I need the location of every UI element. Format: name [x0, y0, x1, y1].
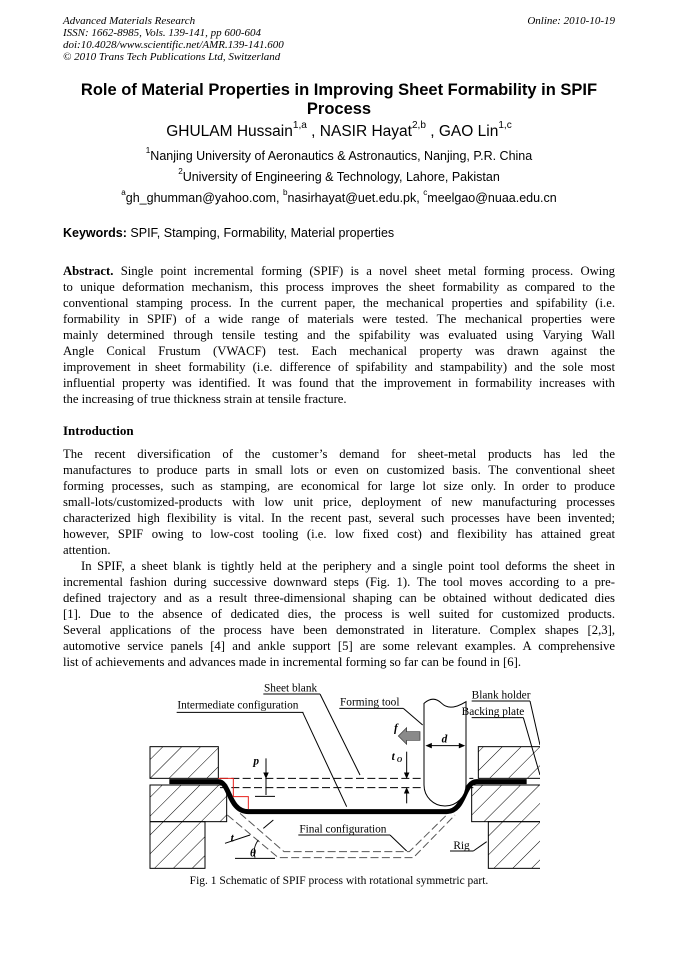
label-initial-thickness: [392, 751, 403, 764]
label-rig: Rig: [453, 840, 470, 852]
online-date: Online: 2010-10-19: [527, 15, 615, 27]
title-line-1: Role of Material Properties in Improving Sheet Formability in SPIF: [80, 81, 598, 99]
label-tool-diameter: d: [441, 733, 448, 746]
email-sup: b: [283, 188, 288, 197]
copyright: © 2010 Trans Tech Publications Ltd, Switzerland: [63, 51, 281, 63]
t0-main: t: [391, 751, 395, 763]
keywords-text: SPIF, Stamping, Formability, Material properties: [130, 226, 395, 240]
abstract-label: Abstract.: [63, 264, 114, 278]
text-line: list of achievements and advances made in incremental forming so far can be found in [6].: [63, 655, 521, 669]
section-heading: Introduction: [63, 423, 134, 438]
abstract-line: conventional stamping process. In the current paper, the mechanical properties and spifability (i.e.: [63, 296, 615, 310]
author-sup: 2,b: [411, 120, 426, 131]
label-feed: f: [394, 722, 398, 735]
label-wall-angle: θ: [250, 847, 256, 860]
abstract-line: influential property was identified. It was found that the improvement in formability increases with: [63, 376, 615, 390]
right-rig: [488, 822, 540, 869]
abstract-line: Angle Conical Frustum (VWACF) test. Each mechanical property was drawn against the: [63, 344, 615, 358]
doi: doi:10.4028/www.scientific.net/AMR.139-141.600: [63, 39, 284, 51]
abstract-line: formability in SPIF) of a wide range of materials were tested. The mechanical properties were: [63, 312, 615, 326]
aff-sup: 1: [145, 146, 151, 155]
label-final-configuration: Final configuration: [299, 823, 387, 836]
aff-text: University of Engineering & Technology, Lahore, Pakistan: [182, 170, 500, 184]
label-thickness: t: [230, 832, 234, 845]
left-rig: [150, 822, 205, 869]
journal-header: [63, 15, 284, 63]
email-sup: a: [121, 188, 126, 197]
abstract-line: [63, 263, 615, 279]
text-line: manufactures to produce parts in small lots or even on customized basis. The conventional sheet: [63, 463, 615, 477]
author: NASIR Hayat: [319, 123, 412, 140]
text-line: small-lots/customized-products with low unit price, deployment of new manufacturing processes: [63, 495, 615, 509]
label-forming-tool: Forming tool: [340, 696, 400, 709]
text-line: Several applications of the process have been demonstrated in literature. Complex shapes [2,3],: [63, 623, 615, 637]
keywords-label: Keywords:: [63, 226, 127, 240]
affiliation: [0, 167, 678, 184]
abstract: [63, 263, 615, 407]
text-line: however, SPIF owing to low-cost tooling (i.e. low fixed cost) and flexibility has attained great: [63, 527, 615, 541]
spif-schematic-figure: [140, 675, 540, 895]
author-sup: 1,a: [292, 120, 307, 131]
right-blank-holder: [478, 747, 540, 779]
email[interactable]: meelgao@nuaa.edu.cn: [427, 191, 557, 205]
affiliation: [0, 146, 678, 163]
author: GAO Lin: [438, 123, 499, 140]
keywords: [63, 226, 394, 240]
aff-sup: 2: [178, 167, 183, 176]
paper-title: [0, 81, 678, 119]
text-line: [1]. Due to the absence of dedicated dies, the process is well suited for customized products.: [63, 607, 615, 621]
text-line: characterized high flexibility is vital. In the recent past, several such processes have been invented;: [63, 511, 615, 525]
intro-paragraph-1: [63, 446, 615, 670]
label-step-depth: p: [253, 755, 260, 768]
figure-caption: Fig. 1 Schematic of SPIF process with rotational symmetric part.: [189, 875, 489, 887]
label-backing-plate: Backing plate: [461, 706, 525, 718]
journal-name: Advanced Materials Research: [63, 15, 196, 27]
abstract-line: the increasing of true thickness strain at tensile fracture.: [63, 392, 347, 406]
label-sheet-blank: Sheet blank: [264, 682, 318, 695]
abstract-line: improvement in sheet formability (i.e. difference of spifability and stampability) and the sole most: [63, 360, 615, 374]
aff-text: Nanjing University of Aeronautics & Astronautics, Nanjing, P.R. China: [150, 149, 533, 163]
left-backing-plate: [150, 785, 227, 822]
text-line: defined trajectory and as a result three-dimensional shaping can be obtained without dedicated dies: [63, 591, 615, 605]
label-intermediate-configuration: Intermediate configuration: [177, 699, 299, 712]
abstract-line: mainly determined through tensile testing and the spifability was evaluated using Varying Wall: [63, 328, 615, 342]
title-line-2: Process: [306, 100, 372, 118]
forming-tool: [424, 699, 466, 806]
author: GHULAM Hussain: [166, 123, 293, 140]
email-sup: c: [423, 188, 428, 197]
author-list: GHULAM Hussain$^{1,a}$ , NASIR Hayat$^{2,b}$ , GAO Lin$^{1,c}$: [166, 120, 512, 140]
line-text: Single point incremental forming (SPIF) is a novel sheet metal forming process. Owing: [120, 264, 616, 278]
issn: ISSN: 1662-8985, Vols. 139-141, pp 600-604: [63, 27, 261, 39]
text-line: In SPIF, a sheet blank is tightly held at the periphery and a single point tool deforms the sheet in: [81, 559, 615, 573]
right-backing-plate: [472, 785, 540, 822]
text-line: forming processes, such as stamping, are economical for large lot size only. In order to produce: [63, 479, 615, 493]
emails: [0, 188, 678, 205]
feed-arrow-icon: [398, 728, 420, 745]
abstract-line: to unique deformation mechanism, this process improves the sheet formability as compared to the: [63, 280, 615, 294]
t0-subscript: O: [396, 755, 403, 764]
label-blank-holder: Blank holder: [471, 689, 531, 702]
email[interactable]: nasirhayat@uet.edu.pk,: [287, 191, 420, 205]
text-line: attention.: [63, 543, 111, 557]
text-line: The recent diversification of the customer’s demand for sheet-metal products has led the: [63, 447, 615, 461]
text-line: automotive service panels [4] and ankle support [5] are some relevant examples. A comprehensive: [63, 639, 615, 653]
text-line: incremental fashion during successive downward steps (Fig. 1). The tool moves according to a pre-: [63, 575, 615, 589]
email[interactable]: gh_ghumman@yahoo.com,: [125, 191, 280, 205]
author-sup: 1,c: [498, 120, 512, 131]
left-blank-holder: [150, 747, 218, 779]
